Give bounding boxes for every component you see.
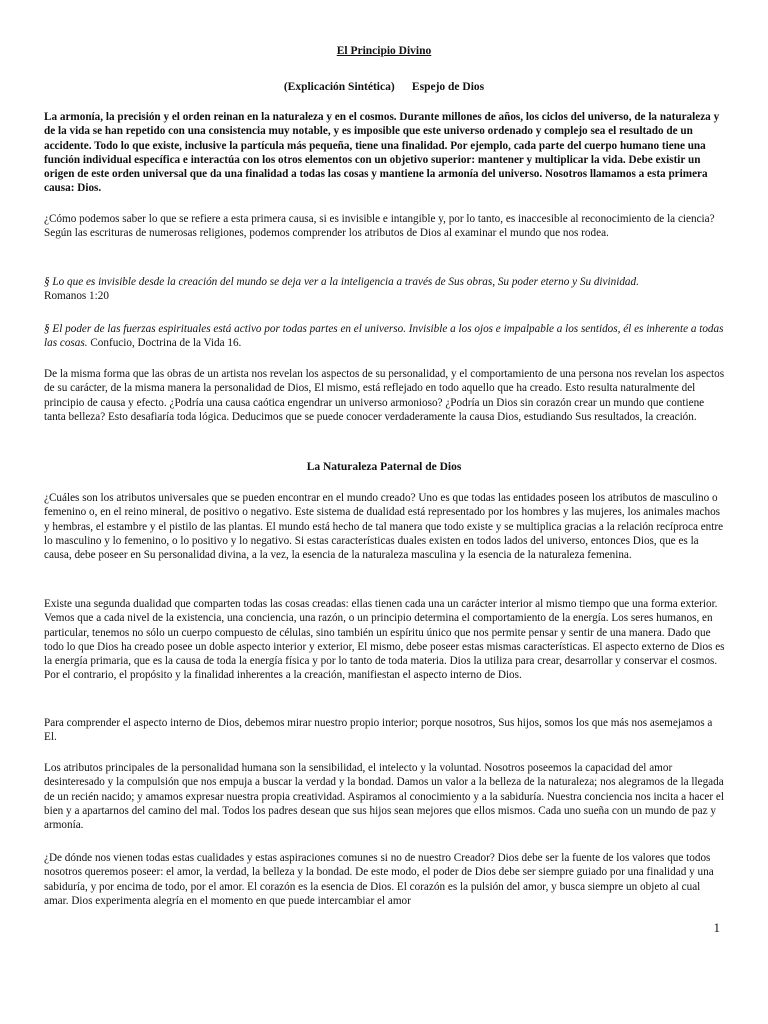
question-paragraph: ¿Cómo podemos saber lo que se refiere a esta primera causa, si es invisible e intangible y, por lo tanto, es inaccesible al reconocimiento de la ciencia? Según las escrituras de numerosas religiones, podemos comprender los atributos de Dios al examinar el mundo que nos rodea.	[44, 213, 715, 240]
quote-romanos-source: Romanos 1:20	[44, 290, 109, 303]
second-duality-paragraph: Existe una segunda dualidad que comparten todas las cosas creadas: ellas tienen cada una un carácter interior al mismo tiempo que una forma exterior. Vemos que a cada nivel de la existencia, una conciencia, una razón, o un principio determina el comportamiento de la energía. Los seres humanos, en particular, tenemos no sólo un cuerpo compuesto de células, sino también un espíritu único que nos permite pensar y sentir de una manera. Dado que todo lo que Dios ha creado posee un doble aspecto interior y exterior, El mismo, debe poseer estas mismas características. El aspecto externo de Dios es la energía primaria, que es la causa de toda la energía física y por lo tanto de toda materia. Dios la utiliza para crear, desarrollar y conservar el cosmos. Por el contrario, el propósito y la finalidad inherentes a la creación, manifiestan el aspecto interno de Dios.	[44, 598, 725, 682]
quote-romanos-text: § Lo que es invisible desde la creación del mundo se deja ver a la inteligencia a través de Sus obras, Su poder eterno y Su divinidad.	[44, 276, 639, 288]
document-title: El Principio Divino	[336, 45, 432, 57]
quote-romanos	[44, 275, 726, 304]
intro-paragraph: La armonía, la precisión y el orden reinan en la naturaleza y en el cosmos. Durante millones de años, los ciclos del universo, de la naturaleza y de la vida se han repetido con una consistencia muy notable, y es imposible que este universo ordenado y complejo sea el resultado de un accidente. Todo lo que existe, inclusive la partícula más pequeña, tiene una finalidad. Por ejemplo, cada parte del cuerpo humano tiene una función individual específica e interactúa con los otros elementos con un objetivo superior: mantener y multiplicar la vida. Debe existir un origen de este orden universal que da una finalidad a todas las cosas y mantiene la armonía del universo. Nosotros llamamos a esta primera causa: Dios.	[44, 111, 720, 195]
attributes-paragraph: ¿Cuáles son los atributos universales que se pueden encontrar en el mundo creado? Uno es que todas las entidades poseen los atributos de masculino o femenino o, en el reino mineral, de positivo o negativo. Este sistema de dualidad está representado por los hombres y las mujeres, los animales machos y hembras, el estambre y el pistilo de las plantas. El mundo está hecho de tal manera que todo existe y se multiplica gracias a la relación recíproca entre lo masculino y lo femenino, o lo positivo y lo negativo. Si estas características duales existen en todos lados del universo, entonces Dios, que es la causa, debe poseer en Su personalidad divina, a la vez, la esencia de la naturaleza masculina y la esencia de la naturaleza femenina.	[44, 492, 724, 562]
section-title: La Naturaleza Paternal de Dios	[306, 461, 462, 473]
document-subtitle: (Explicación Sintética) Espejo de Dios	[283, 81, 485, 93]
quote-confucio-source: Confucio, Doctrina de la Vida 16.	[90, 337, 242, 350]
artist-paragraph: De la misma forma que las obras de un artista nos revelan los aspectos de su personalidad, y el comportamiento de una persona nos revelan los aspectos de su carácter, de la misma manera la personalidad de Dios, El mismo, está reflejado en todo aquello que ha creado. Esto resulta naturalmente del principio de causa y efecto. ¿Podría una causa caótica engendrar un universo armonioso? ¿Podría un Dios sin corazón crear un mundo que contiene tanta belleza? Esto desafiaría toda lógica. Deducimos que se puede conocer verdaderamente la causa Dios, estudiando Sus resultados, la creación.	[44, 368, 725, 423]
principal-attributes-paragraph: Los atributos principales de la personalidad humana son la sensibilidad, el intelecto y la voluntad. Nosotros poseemos la capacidad del amor desinteresado y la compulsión que nos empuja a buscar la verdad y la bondad. Damos un valor a la belleza de la naturaleza; nos alegramos de la llegada de un recién nacido; y amamos expresar nuestra propia creatividad. Aspiramos al conocimiento y a la sabiduría. Nuestra conciencia nos incita a hacer el bien y a apartarnos del camino del mal. Todos los padres desean que sus hijos sean mejores que ellos mismos. Cada uno sueña con un mundo de paz y armonía.	[44, 762, 724, 832]
origin-paragraph: ¿De dónde nos vienen todas estas cualidades y estas aspiraciones comunes si no de nuestro Creador? Dios debe ser la fuente de los valores que todos nosotros queremos poseer: el amor, la verdad, la belleza y la bondad. De este modo, el poder de Dios debe ser siempre guiado por una finalidad y una sabiduría, y por encima de todo, por el amor. El corazón es la esencia de Dios. El corazón es la pulsión del amor, y busca siempre un objeto al cual amar. Dios experimenta alegría en el momento en que puede intercambiar el amor	[44, 852, 714, 907]
quote-confucio-text: § El poder de las fuerzas espirituales está activo por todas partes en el universo. Invisible a los ojos e impalpable a los sentidos, él es inherente a todas las cosas.	[44, 323, 724, 350]
page-number: 1	[713, 920, 720, 935]
inner-aspect-paragraph: Para comprender el aspecto interno de Dios, debemos mirar nuestro propio interior; porque nosotros, Sus hijos, somos los que más nos asemejamos a El.	[44, 717, 713, 744]
quote-confucio	[44, 322, 726, 351]
